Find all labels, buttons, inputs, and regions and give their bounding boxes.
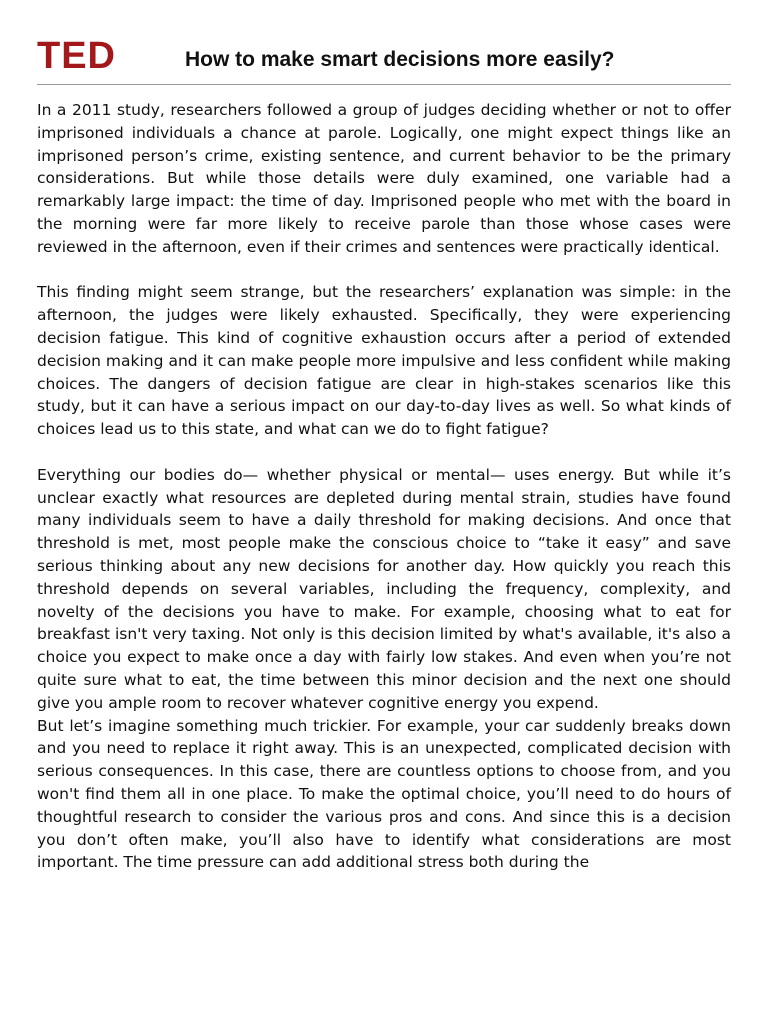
paragraph-1: In a 2011 study, researchers followed a group of judges deciding whether or not to offer imprisoned individuals a chance at parole. Logically, one might expect things like an imprisoned person’s crime, existing sentence, and current behavior to be the primary considerations. But while those details were duly examined, one variable had a remarkably large impact: the time of day. Imprisoned people who met with the board in the morning were far more likely to receive parole than those whose cases were reviewed in the afternoon, even if their crimes and sentences were practically identical. — [37, 101, 731, 256]
ted-logo: TED — [37, 35, 116, 77]
page-title: How to make smart decisions more easily? — [185, 48, 615, 71]
header-divider — [37, 84, 731, 85]
page-header — [37, 30, 731, 86]
paragraph-4: But let’s imagine something much trickier. For example, your car suddenly breaks down and you need to replace it right away. This is an unexpected, complicated decision with serious consequences. In this case, there are countless options to choose from, and you won't find them all in one place. To make the optimal choice, you’ll need to do hours of thoughtful research to consider the various pros and cons. And since this is a decision you don’t often make, you’ll also have to identify what considerations are most important. The time pressure can add additional stress both during the — [37, 716, 731, 872]
article-body — [37, 99, 731, 874]
paragraph-2: This finding might seem strange, but the researchers’ explanation was simple: in the afternoon, the judges were likely exhausted. Specifically, they were experiencing decision fatigue. This kind of cognitive exhaustion occurs after a period of extended decision making and it can make people more impulsive and less confident while making choices. The dangers of decision fatigue are clear in high-stakes scenarios like this study, but it can have a serious impact on our day-to-day lives as well. So what kinds of choices lead us to this state, and what can we do to fight fatigue? — [37, 283, 731, 439]
paragraph-3: Everything our bodies do— whether physical or mental— uses energy. But while it’s unclear exactly what resources are depleted during mental strain, studies have found many individuals seem to have a daily threshold for making decisions. And once that threshold is met, most people make the conscious choice to “take it easy” and save serious thinking about any new decisions for another day. How quickly you reach this threshold depends on several variables, including the frequency, complexity, and novelty of the decisions you have to make. For example, choosing what to eat for breakfast isn't very taxing. Not only is this decision limited by what's available, it's also a choice you expect to make once a day with fairly low stakes. And even when you’re not quite sure what to eat, the time between this minor decision and the next one should give you ample room to recover whatever cognitive energy you expend. — [37, 465, 731, 712]
